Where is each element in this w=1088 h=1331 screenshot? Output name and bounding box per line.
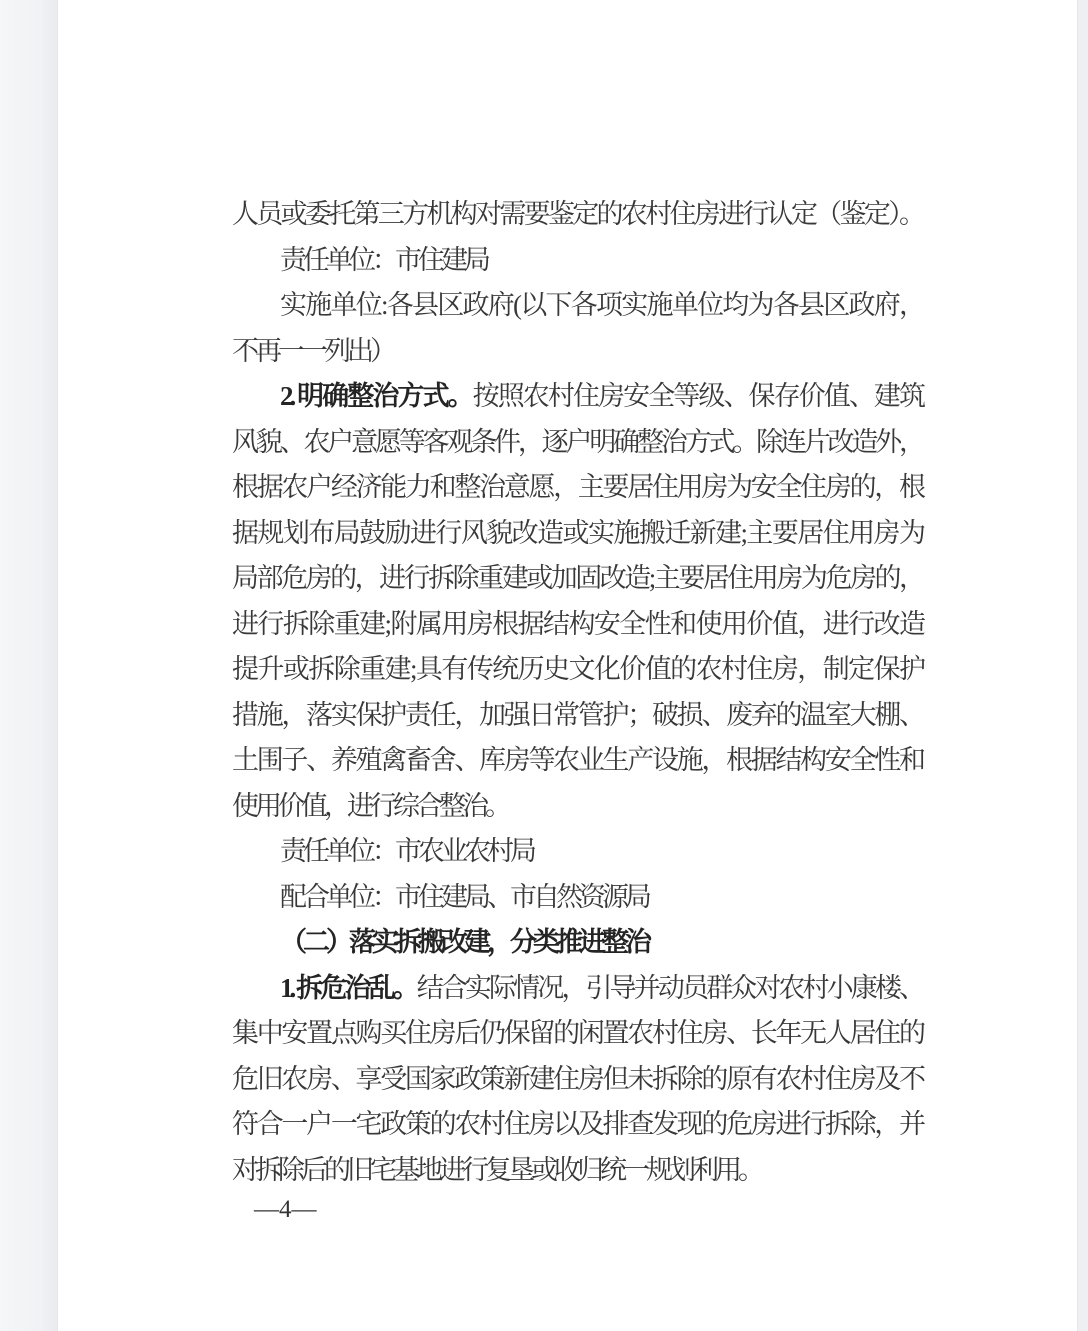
text-line <box>232 784 922 830</box>
text-line <box>232 420 922 466</box>
text-line <box>232 693 922 739</box>
document-page <box>58 0 1077 1331</box>
text-line-content: 土围子、养殖禽畜舍、库房等农业生产设施，根据结构安全性和 <box>232 745 922 775</box>
text-line-content: 危旧农房、享受国家政策新建住房但未拆除的原有农村住房及不 <box>232 1063 922 1094</box>
text-line <box>232 374 922 420</box>
section-heading-text: （二）落实拆搬改建，分类推进整治 <box>280 927 648 957</box>
text-line <box>232 1011 922 1057</box>
section-heading <box>232 920 922 966</box>
text-line-content: 实施单位:各县区政府(以下各项实施单位均为各县区政府， <box>280 290 922 320</box>
viewer-right-gutter <box>1077 0 1088 1331</box>
text-line-content: 符合一户一宅政策的农村住房以及排查发现的危房进行拆除，并 <box>232 1109 922 1139</box>
text-line-content: 对拆除后的旧宅基地进行复垦或收归统一规划利用。 <box>232 1154 761 1185</box>
text-line <box>232 602 922 648</box>
text-line-content: 风貌、农户意愿等客观条件，逐户明确整治方式。除连片改造外， <box>232 426 922 457</box>
text-line-content: 根据农户经济能力和整治意愿，主要居住用房为安全住房的，根 <box>232 472 922 502</box>
text-line-content: 配合单位：市住建局、市自然资源局 <box>280 881 648 912</box>
text-line <box>232 465 922 511</box>
text-line-lead: 2. 明确整治方式。 <box>280 381 473 411</box>
text-line <box>232 647 922 693</box>
page-number: —4— <box>254 1196 317 1223</box>
text-line-content: 局部危房的，进行拆除重建或加固改造;主要居住用房为危房的， <box>232 563 922 593</box>
text-line-content: 人员或委托第三方机构对需要鉴定的农村住房进行认定（鉴定）。 <box>232 199 922 229</box>
text-line <box>232 875 922 921</box>
text-line <box>232 966 922 1012</box>
text-line <box>232 511 922 557</box>
text-line-content: 结合实际情况，引导并动员群众对农村小康楼、 <box>416 972 923 1003</box>
text-line <box>232 738 922 784</box>
text-line-content: 据规划布局鼓励进行风貌改造或实施搬迁新建;主要居住用房为 <box>232 517 922 548</box>
text-line <box>232 1102 922 1148</box>
text-line <box>232 1148 922 1194</box>
text-line <box>232 238 922 284</box>
text-line-content: 集中安置点购买住房后仍保留的闲置农村住房、长年无人居住的 <box>232 1018 922 1048</box>
viewer-left-gutter <box>0 0 58 1331</box>
text-line-content: 按照农村住房安全等级、保存价值、建筑 <box>472 381 922 411</box>
text-line-lead: 1. 拆危治乱。 <box>280 972 417 1003</box>
text-line <box>232 283 922 329</box>
text-line <box>232 556 922 602</box>
text-line <box>232 192 922 238</box>
text-line-content: 责任单位：市住建局 <box>280 244 487 275</box>
text-line-content: 措施，落实保护责任，加强日常管护；破损、废弃的温室大棚、 <box>232 699 922 730</box>
text-line-content: 进行拆除重建;附属用房根据结构安全性和使用价值，进行改造 <box>232 608 922 639</box>
text-line-content: 责任单位：市农业农村局 <box>280 836 533 866</box>
text-line-content: 不再一一列出） <box>232 335 393 366</box>
text-line <box>232 329 922 375</box>
text-line-content: 使用价值，进行综合整治。 <box>232 790 508 821</box>
page-body-text <box>232 192 922 1193</box>
text-line <box>232 829 922 875</box>
text-line-content: 提升或拆除重建;具有传统历史文化价值的农村住房，制定保护 <box>232 654 922 684</box>
text-line <box>232 1057 922 1103</box>
